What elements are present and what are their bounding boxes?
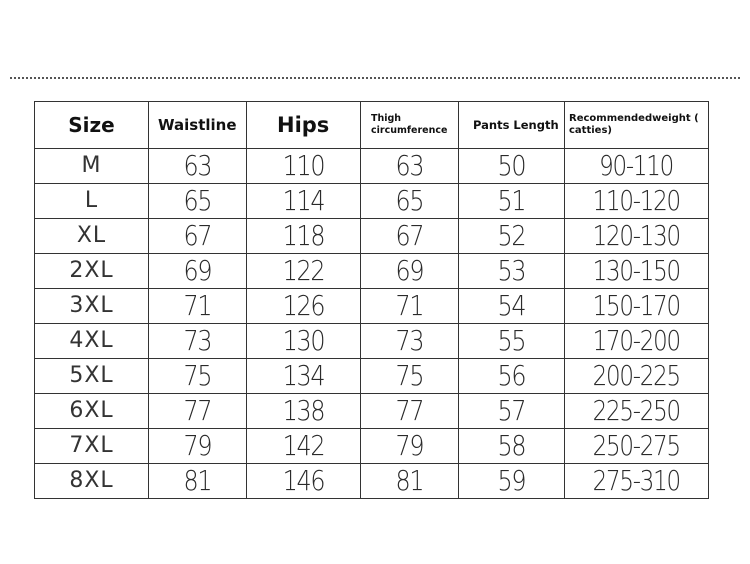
header-hips: Hips (247, 102, 361, 149)
cell-recommended-weight (565, 184, 709, 219)
header-recommended-weight: Recommendedweight ( catties) (565, 102, 709, 149)
cell-recommended-weight (565, 464, 709, 499)
table-row (35, 464, 709, 499)
cell-size (35, 429, 149, 464)
cell-hips-text: 146 (282, 464, 325, 497)
cell-pants-length (459, 289, 565, 324)
cell-pants-length-text: 53 (497, 254, 526, 287)
cell-waistline-text: 69 (183, 254, 212, 287)
cell-waistline-text: 67 (183, 219, 212, 252)
cell-waistline-text: 79 (183, 429, 212, 462)
cell-thigh-circumference (361, 464, 459, 499)
cell-size-text: XL (76, 223, 107, 248)
cell-recommended-weight-text: 275-310 (592, 464, 681, 497)
cell-waistline-text: 75 (183, 359, 212, 392)
table-row (35, 324, 709, 359)
cell-waistline (149, 429, 247, 464)
cell-thigh-circumference (361, 149, 459, 184)
cell-thigh-circumference-text: 81 (395, 464, 424, 497)
cell-recommended-weight (565, 219, 709, 254)
cell-waistline-text: 65 (183, 184, 212, 217)
cell-hips (247, 359, 361, 394)
cell-size (35, 464, 149, 499)
cell-thigh-circumference (361, 254, 459, 289)
cell-hips-text: 142 (282, 429, 325, 462)
table-row (35, 289, 709, 324)
cell-recommended-weight-text: 250-275 (592, 429, 681, 462)
cell-pants-length-text: 58 (497, 429, 526, 462)
cell-thigh-circumference (361, 429, 459, 464)
cell-pants-length-text: 55 (497, 324, 526, 357)
cell-hips (247, 149, 361, 184)
header-size: Size (35, 102, 149, 149)
cell-recommended-weight-text: 200-225 (592, 359, 681, 392)
cell-size-text: L (84, 188, 99, 213)
header-pants-length: Pants Length (459, 102, 565, 149)
cell-pants-length (459, 394, 565, 429)
cell-hips-text: 114 (282, 184, 325, 217)
cell-hips-text: 110 (282, 149, 325, 182)
table-row (35, 254, 709, 289)
cell-size-text: 2XL (69, 258, 114, 283)
cell-thigh-circumference-text: 79 (395, 429, 424, 462)
cell-size (35, 359, 149, 394)
cell-size (35, 289, 149, 324)
cell-pants-length (459, 254, 565, 289)
cell-hips-text: 126 (282, 289, 325, 322)
cell-thigh-circumference (361, 219, 459, 254)
cell-size (35, 184, 149, 219)
cell-pants-length (459, 219, 565, 254)
cell-recommended-weight-text: 150-170 (592, 289, 681, 322)
cell-recommended-weight-text: 130-150 (592, 254, 681, 287)
cell-hips (247, 184, 361, 219)
cell-thigh-circumference (361, 324, 459, 359)
cell-recommended-weight-text: 110-120 (592, 184, 681, 217)
table-body (35, 149, 709, 499)
cell-size (35, 324, 149, 359)
cell-waistline (149, 254, 247, 289)
cell-thigh-circumference (361, 184, 459, 219)
cell-size-text: 6XL (69, 398, 114, 423)
cell-pants-length-text: 54 (497, 289, 526, 322)
cell-hips-text: 118 (282, 219, 325, 252)
cell-size-text: M (81, 153, 102, 178)
cell-thigh-circumference-text: 67 (395, 219, 424, 252)
dotted-divider (10, 77, 740, 79)
cell-waistline (149, 324, 247, 359)
cell-waistline-text: 77 (183, 394, 212, 427)
cell-waistline (149, 394, 247, 429)
table-row (35, 149, 709, 184)
header-row (35, 102, 709, 149)
cell-hips (247, 324, 361, 359)
cell-thigh-circumference-text: 65 (395, 184, 424, 217)
cell-size-text: 7XL (69, 433, 114, 458)
cell-recommended-weight (565, 289, 709, 324)
cell-hips-text: 130 (282, 324, 325, 357)
cell-hips (247, 429, 361, 464)
cell-pants-length-text: 51 (497, 184, 526, 217)
cell-waistline (149, 359, 247, 394)
cell-size (35, 149, 149, 184)
cell-waistline (149, 184, 247, 219)
cell-size (35, 394, 149, 429)
header-waistline: Waistline (149, 102, 247, 149)
table-row (35, 359, 709, 394)
cell-recommended-weight (565, 359, 709, 394)
table-row (35, 184, 709, 219)
cell-hips (247, 464, 361, 499)
cell-thigh-circumference (361, 394, 459, 429)
cell-pants-length (459, 184, 565, 219)
cell-waistline-text: 71 (183, 289, 212, 322)
cell-waistline-text: 81 (183, 464, 212, 497)
table-row (35, 394, 709, 429)
cell-recommended-weight (565, 324, 709, 359)
cell-waistline-text: 73 (183, 324, 212, 357)
cell-thigh-circumference-text: 71 (395, 289, 424, 322)
cell-pants-length (459, 324, 565, 359)
cell-recommended-weight (565, 394, 709, 429)
cell-size-text: 4XL (69, 328, 114, 353)
cell-hips (247, 254, 361, 289)
cell-pants-length-text: 57 (497, 394, 526, 427)
cell-size-text: 3XL (69, 293, 114, 318)
size-chart-table (34, 101, 709, 499)
table-row (35, 429, 709, 464)
cell-waistline (149, 219, 247, 254)
table-row (35, 219, 709, 254)
cell-hips (247, 219, 361, 254)
cell-hips-text: 134 (282, 359, 325, 392)
cell-waistline (149, 464, 247, 499)
cell-thigh-circumference-text: 77 (395, 394, 424, 427)
cell-waistline (149, 289, 247, 324)
cell-recommended-weight (565, 149, 709, 184)
cell-pants-length (459, 359, 565, 394)
cell-pants-length-text: 56 (497, 359, 526, 392)
cell-pants-length-text: 50 (497, 149, 526, 182)
cell-size (35, 254, 149, 289)
cell-pants-length (459, 464, 565, 499)
cell-hips (247, 394, 361, 429)
cell-hips (247, 289, 361, 324)
cell-recommended-weight (565, 429, 709, 464)
cell-thigh-circumference-text: 63 (395, 149, 424, 182)
cell-recommended-weight-text: 90-110 (599, 149, 674, 182)
cell-pants-length (459, 149, 565, 184)
cell-thigh-circumference-text: 73 (395, 324, 424, 357)
header-thigh-circumference: Thigh circumference (361, 102, 459, 149)
cell-recommended-weight-text: 225-250 (592, 394, 681, 427)
cell-thigh-circumference-text: 75 (395, 359, 424, 392)
cell-waistline (149, 149, 247, 184)
cell-size-text: 8XL (69, 468, 114, 493)
cell-waistline-text: 63 (183, 149, 212, 182)
cell-pants-length-text: 59 (497, 464, 526, 497)
cell-size-text: 5XL (69, 363, 114, 388)
cell-size (35, 219, 149, 254)
cell-recommended-weight (565, 254, 709, 289)
cell-thigh-circumference-text: 69 (395, 254, 424, 287)
cell-recommended-weight-text: 120-130 (592, 219, 681, 252)
cell-thigh-circumference (361, 289, 459, 324)
cell-hips-text: 138 (282, 394, 325, 427)
cell-recommended-weight-text: 170-200 (592, 324, 681, 357)
cell-thigh-circumference (361, 359, 459, 394)
cell-hips-text: 122 (282, 254, 325, 287)
cell-pants-length (459, 429, 565, 464)
cell-pants-length-text: 52 (497, 219, 526, 252)
